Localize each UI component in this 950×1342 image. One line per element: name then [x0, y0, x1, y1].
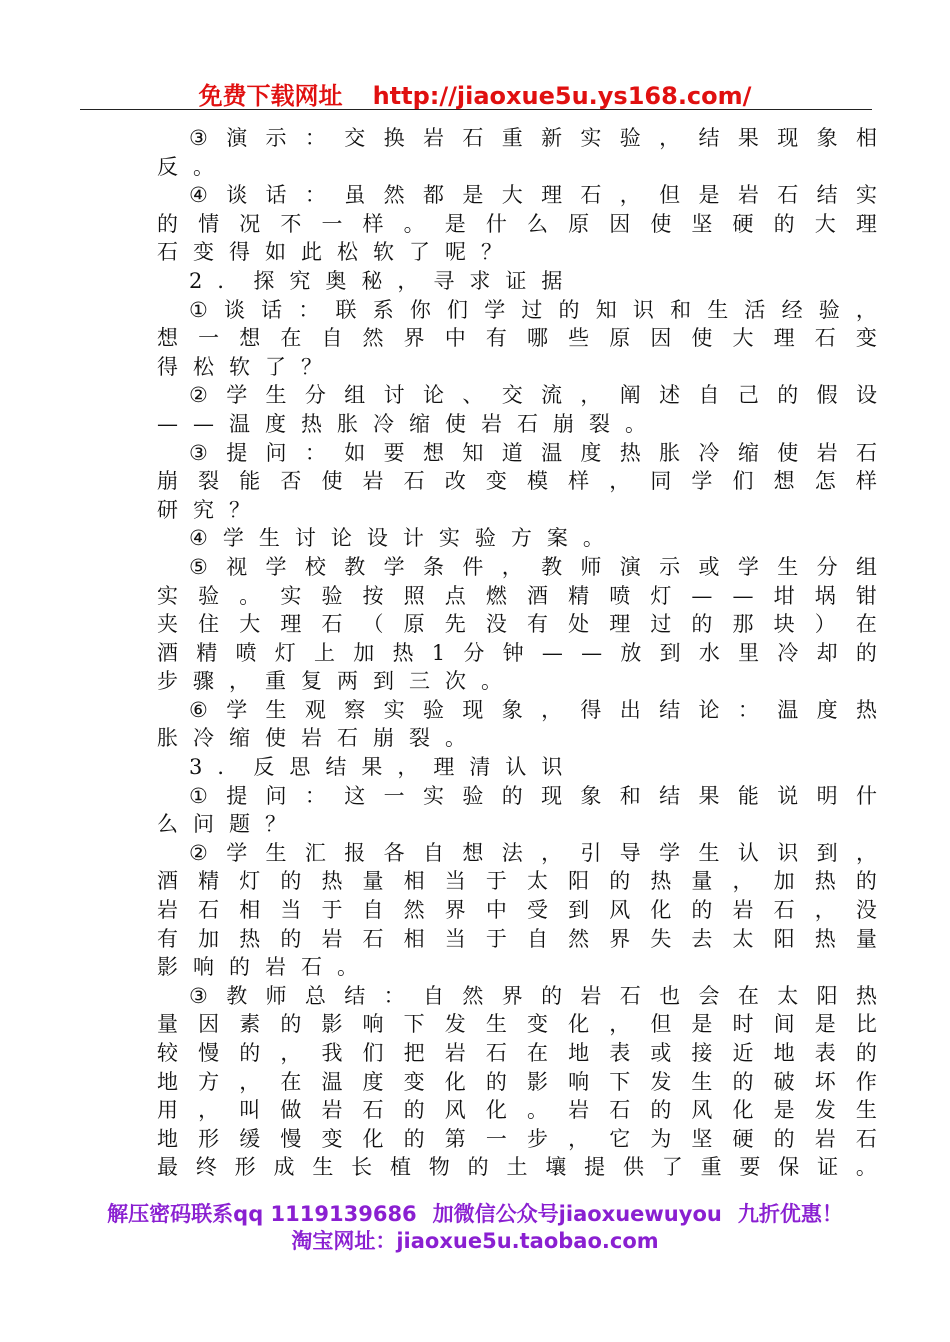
download-label: 免费下载网址	[198, 82, 343, 110]
text-line-content: 岩 石 相 当 于 自 然 界 中 受 到 风 化 的 岩 石 ， 没	[157, 898, 877, 923]
text-line-content: 实 验 。 实 验 按 照 点 燃 酒 精 喷 灯 — — 坩 埚 钳	[157, 583, 877, 608]
text-line	[157, 496, 877, 525]
text-line	[157, 238, 877, 267]
text-line	[157, 639, 877, 668]
text-line-content: ⑤ 视 学 校 教 学 条 件 ， 教 师 演 示 或 学 生 分 组	[189, 554, 877, 579]
text-line	[157, 610, 877, 639]
text-line-content: ③ 演 示 ： 交 换 岩 石 重 新 实 验 ， 结 果 现 象 相	[189, 126, 877, 150]
text-line-content: 3 ． 反 思 结 果 ， 理 清 认 识	[189, 755, 563, 780]
text-line	[157, 696, 877, 725]
text-line	[157, 867, 877, 896]
text-line	[157, 810, 877, 839]
text-line	[157, 1010, 877, 1039]
text-line	[157, 353, 877, 382]
text-line	[157, 296, 877, 325]
text-line-content: 地 方 ， 在 温 度 变 化 的 影 响 下 发 生 的 破 坏 作	[157, 1069, 877, 1094]
text-line-content: 石 变 得 如 此 松 软 了 呢 ？	[157, 240, 502, 265]
text-line	[157, 124, 877, 153]
text-line-content: 地 形 缓 慢 变 化 的 第 一 步 ， 它 为 坚 硬 的 岩 石	[157, 1126, 877, 1151]
text-line	[157, 1153, 877, 1182]
password-contact: 解压密码联系qq 1119139686	[107, 1202, 417, 1226]
text-line	[157, 267, 877, 296]
text-line	[157, 153, 877, 182]
taobao-url-link[interactable]: 淘宝网址：jiaoxue5u.taobao.com	[291, 1229, 659, 1253]
text-line	[157, 724, 877, 753]
text-line-content: 想 一 想 在 自 然 界 中 有 哪 些 原 因 使 大 理 石 变	[157, 326, 877, 351]
text-line-content: 么 问 题 ？	[157, 812, 286, 837]
text-line-content: 量 因 素 的 影 响 下 发 生 变 化 ， 但 是 时 间 是 比	[157, 1012, 877, 1037]
text-line	[157, 753, 877, 782]
footer-contact	[0, 1198, 950, 1228]
text-line	[157, 582, 877, 611]
text-line-content: 影 响 的 岩 石 。	[157, 955, 358, 980]
text-line	[157, 324, 877, 353]
download-header	[0, 76, 950, 111]
text-line-content: 反 。	[157, 154, 214, 179]
text-line-content: 较 慢 的 ， 我 们 把 岩 石 在 地 表 或 接 近 地 表 的	[157, 1041, 877, 1065]
text-line-content: ② 学 生 分 组 讨 论 、 交 流 ， 阐 述 自 己 的 假 设	[189, 383, 877, 408]
download-url-link[interactable]: http://jiaoxue5u.ys168.com/	[372, 82, 752, 110]
text-line	[157, 839, 877, 868]
text-line-content: 夹 住 大 理 石 （ 原 先 没 有 处 理 过 的 那 块 ） 在	[157, 612, 877, 637]
text-line	[157, 667, 877, 696]
text-line	[157, 925, 877, 954]
text-line	[157, 1068, 877, 1097]
text-line	[157, 1096, 877, 1125]
text-line-content: 酒 精 灯 的 热 量 相 当 于 太 阳 的 热 量 ， 加 热 的	[157, 869, 877, 894]
text-line	[157, 181, 877, 210]
text-line-content: ② 学 生 汇 报 各 自 想 法 ， 引 导 学 生 认 识 到 ，	[189, 840, 877, 865]
text-line	[157, 553, 877, 582]
text-line-content: 得 松 软 了 ？	[157, 354, 322, 379]
text-line-content: 用 ， 叫 做 岩 石 的 风 化 。 岩 石 的 风 化 是 发 生	[157, 1098, 877, 1123]
text-line	[157, 410, 877, 439]
text-line-content: 有 加 热 的 岩 石 相 当 于 自 然 界 失 去 太 阳 热 量	[157, 926, 877, 951]
text-line	[157, 982, 877, 1011]
text-line-content: 的 情 况 不 一 样 。 是 什 么 原 因 使 坚 硬 的 大 理	[157, 211, 877, 236]
text-line	[157, 467, 877, 496]
text-line-content: ⑥ 学 生 观 察 实 验 现 象 ， 得 出 结 论 ： 温 度 热	[189, 697, 877, 722]
text-line	[157, 1039, 877, 1068]
text-line-content: ③ 教 师 总 结 ： 自 然 界 的 岩 石 也 会 在 太 阳 热	[189, 983, 877, 1008]
text-line-content: 2 ． 探 究 奥 秘 ， 寻 求 证 据	[189, 268, 563, 293]
text-line	[157, 953, 877, 982]
text-line	[157, 782, 877, 811]
text-line-content: 步 骤 ， 重 复 两 到 三 次 。	[157, 669, 502, 694]
discount-note: 九折优惠！	[737, 1202, 843, 1226]
text-line-content: ① 谈 话 ： 联 系 你 们 学 过 的 知 识 和 生 活 经 验 ，	[189, 297, 877, 322]
text-line-content: — — 温 度 热 胀 冷 缩 使 岩 石 崩 裂 。	[157, 411, 646, 436]
text-line	[157, 439, 877, 468]
text-line-content: 酒 精 喷 灯 上 加 热 1 分 钟 — — 放 到 水 里 冷 却 的	[157, 640, 877, 665]
text-line-content: 最 终 形 成 生 长 植 物 的 土 壤 提 供 了 重 要 保 证 。	[157, 1155, 877, 1180]
wechat-account: 加微信公众号jiaoxuewuyou	[432, 1202, 722, 1226]
text-line-content: 崩 裂 能 否 使 岩 石 改 变 模 样 ， 同 学 们 想 怎 样	[157, 469, 877, 494]
text-line	[157, 524, 877, 553]
text-line	[157, 381, 877, 410]
footer-taobao	[0, 1225, 950, 1255]
text-line-content: 研 究 ？	[157, 497, 250, 522]
text-line-content: ④ 学 生 讨 论 设 计 实 验 方 案 。	[189, 526, 604, 551]
header-divider	[80, 109, 872, 110]
text-line-content: ① 提 问 ： 这 一 实 验 的 现 象 和 结 果 能 说 明 什	[189, 783, 877, 808]
text-line-content: ④ 谈 话 ： 虽 然 都 是 大 理 石 ， 但 是 岩 石 结 实	[189, 183, 877, 208]
text-line	[157, 896, 877, 925]
text-line-content: ③ 提 问 ： 如 要 想 知 道 温 度 热 胀 冷 缩 使 岩 石	[189, 440, 877, 465]
text-line	[157, 210, 877, 239]
text-line-content: 胀 冷 缩 使 岩 石 崩 裂 。	[157, 726, 466, 751]
document-body	[157, 124, 877, 1182]
text-line	[157, 1125, 877, 1154]
